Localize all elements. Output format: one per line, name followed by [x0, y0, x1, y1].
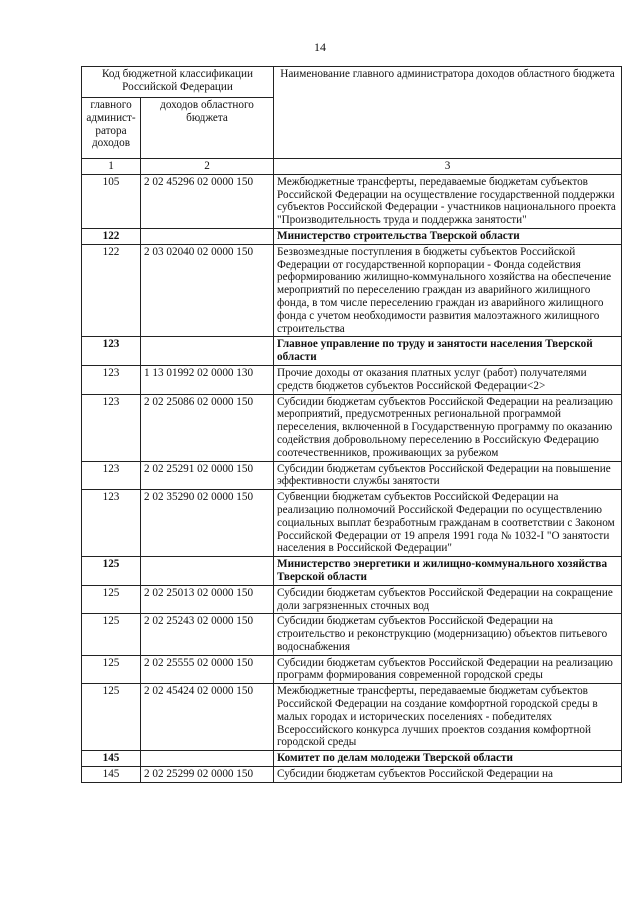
kbk-code-cell	[141, 751, 274, 767]
income-header: доходов областного бюджета	[141, 98, 274, 159]
kbk-code-cell: 2 02 35290 02 0000 150	[141, 490, 274, 557]
kbk-code-cell: 2 02 25555 02 0000 150	[141, 655, 274, 684]
description-cell: Министерство строительства Тверской области	[274, 228, 622, 244]
kbk-code-cell: 2 02 25291 02 0000 150	[141, 461, 274, 490]
description-cell: Субсидии бюджетам субъектов Российской Федерации на строительство и реконструкцию (модернизацию) объектов питьевого водоснабжения	[274, 614, 622, 655]
section-row	[82, 228, 622, 244]
column-number-row	[82, 159, 622, 175]
kbk-header: Код бюджетной классификации Российской Федерации	[82, 67, 274, 98]
description-cell: Субсидии бюджетам субъектов Российской Федерации на	[274, 767, 622, 783]
admin-code-cell: 123	[82, 461, 141, 490]
kbk-code-cell: 1 13 01992 02 0000 130	[141, 365, 274, 394]
admin-code-cell: 125	[82, 655, 141, 684]
admin-header: главного админист-ратора доходов	[82, 98, 141, 159]
table-row	[82, 614, 622, 655]
table-row	[82, 244, 622, 337]
admin-code-cell: 123	[82, 394, 141, 461]
kbk-code-cell	[141, 557, 274, 586]
table-header	[82, 67, 622, 175]
table-row	[82, 585, 622, 614]
kbk-code-cell: 2 02 25299 02 0000 150	[141, 767, 274, 783]
table-row	[82, 684, 622, 751]
table-row	[82, 461, 622, 490]
kbk-code-cell: 2 02 45296 02 0000 150	[141, 174, 274, 228]
column-number: 1	[82, 159, 141, 175]
description-cell: Министерство энергетики и жилищно-коммунального хозяйства Тверской области	[274, 557, 622, 586]
table-row	[82, 767, 622, 783]
admin-code-cell: 125	[82, 684, 141, 751]
admin-code-cell: 125	[82, 614, 141, 655]
kbk-code-cell: 2 02 25013 02 0000 150	[141, 585, 274, 614]
admin-code-cell: 105	[82, 174, 141, 228]
admin-code-cell: 123	[82, 365, 141, 394]
description-cell: Главное управление по труду и занятости населения Тверской области	[274, 337, 622, 366]
column-number: 2	[141, 159, 274, 175]
table-row	[82, 174, 622, 228]
admin-code-cell: 123	[82, 490, 141, 557]
description-cell: Субвенции бюджетам субъектов Российской Федерации на реализацию полномочий Российской Федерации по осуществлению социальных выплат безработным гражданам в соответствии с Законом Российской Федерации от 19 апреля 1991 года № 1032-I "О занятости населения в Российской Федерации"	[274, 490, 622, 557]
description-cell: Субсидии бюджетам субъектов Российской Федерации на реализацию мероприятий, предусмотренных региональной программой переселения, включенной в Государственную программу по оказанию содействия добровольному переселению в Российскую Федерацию соотечественников, проживающих за рубежом	[274, 394, 622, 461]
kbk-code-cell	[141, 337, 274, 366]
description-cell: Межбюджетные трансферты, передаваемые бюджетам субъектов Российской Федерации на осуществление государственной поддержки субъектов Российской Федерации - участников национального проекта "Производительность труда и поддержка занятости"	[274, 174, 622, 228]
description-cell: Субсидии бюджетам субъектов Российской Федерации на повышение эффективности службы занятости	[274, 461, 622, 490]
description-cell: Субсидии бюджетам субъектов Российской Федерации на сокращение доли загрязненных сточных вод	[274, 585, 622, 614]
kbk-code-cell: 2 03 02040 02 0000 150	[141, 244, 274, 337]
kbk-code-cell	[141, 228, 274, 244]
table-row	[82, 365, 622, 394]
section-row	[82, 557, 622, 586]
table-body	[82, 174, 622, 782]
kbk-code-cell: 2 02 45424 02 0000 150	[141, 684, 274, 751]
description-cell: Безвозмездные поступления в бюджеты субъектов Российской Федерации от государственной корпорации - Фонда содействия реформированию жилищно-коммунального хозяйства на обеспечение мероприятий по переселению граждан из аварийного жилищного фонда, в том числе переселению граждан из аварийного жилищного фонда с учетом необходимости развития малоэтажного жилищного строительства	[274, 244, 622, 337]
section-row	[82, 751, 622, 767]
description-cell: Межбюджетные трансферты, передаваемые бюджетам субъектов Российской Федерации на создание комфортной городской среды в малых городах и исторических поселениях - победителях Всероссийского конкурса лучших проектов создания комфортной городской среды	[274, 684, 622, 751]
table-row	[82, 655, 622, 684]
admin-code-cell: 122	[82, 244, 141, 337]
admin-code-cell: 125	[82, 585, 141, 614]
table-row	[82, 394, 622, 461]
admin-code-cell: 123	[82, 337, 141, 366]
admin-code-cell: 145	[82, 767, 141, 783]
page-number: 14	[314, 40, 326, 54]
description-cell: Комитет по делам молодежи Тверской области	[274, 751, 622, 767]
description-cell: Прочие доходы от оказания платных услуг (работ) получателями средств бюджетов субъектов Российской Федерации<2>	[274, 365, 622, 394]
name-header: Наименование главного администратора доходов областного бюджета	[274, 67, 622, 159]
section-row	[82, 337, 622, 366]
description-cell: Субсидии бюджетам субъектов Российской Федерации на реализацию программ формирования современной городской среды	[274, 655, 622, 684]
budget-classification-table	[81, 66, 622, 783]
admin-code-cell: 125	[82, 557, 141, 586]
admin-code-cell: 122	[82, 228, 141, 244]
kbk-code-cell: 2 02 25086 02 0000 150	[141, 394, 274, 461]
admin-code-cell: 145	[82, 751, 141, 767]
column-number: 3	[274, 159, 622, 175]
table-row	[82, 490, 622, 557]
kbk-code-cell: 2 02 25243 02 0000 150	[141, 614, 274, 655]
